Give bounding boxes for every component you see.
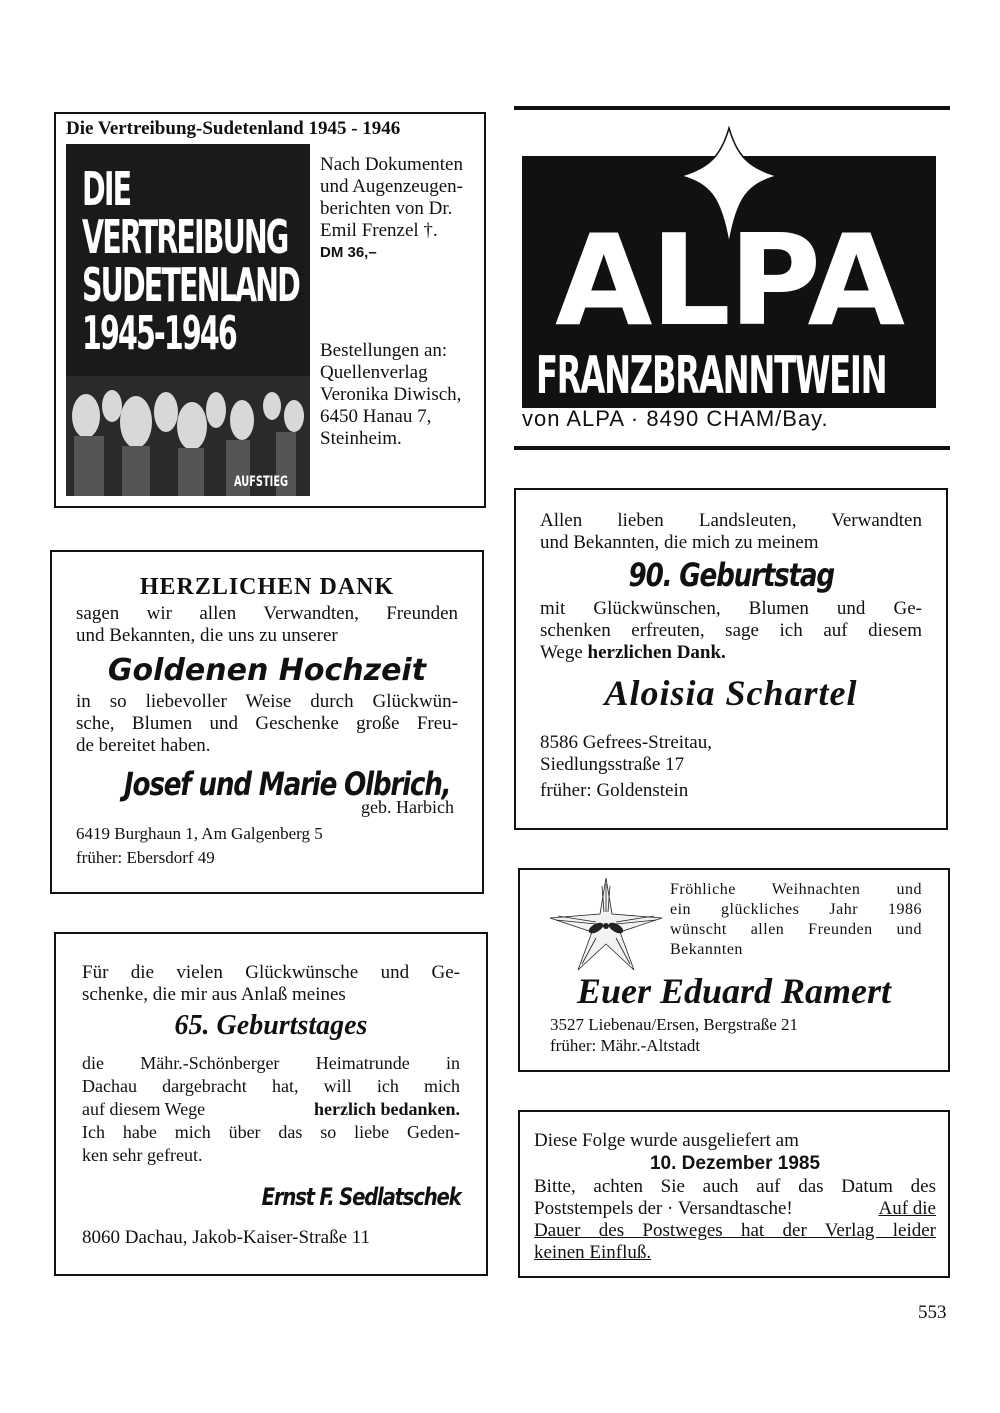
b65-intro-line: Für die vielen Glückwünsche und Ge-: [82, 962, 460, 983]
notice-body-plain: Poststempels der · Versandtasche!: [534, 1198, 793, 1219]
gold-maiden-name: geb. Harbich: [361, 797, 454, 817]
notice-body-underlined-last: keinen Einfluß.: [534, 1242, 652, 1263]
b90-address-line: 8586 Gefrees-Streitau,: [540, 732, 712, 753]
desc-line: berichten von Dr.: [320, 198, 453, 219]
gold-occasion: Goldenen Hochzeit: [107, 653, 427, 688]
desc-line: und Augenzeugen-: [320, 176, 463, 197]
alpa-top-rule: [514, 106, 950, 110]
gold-intro-line: und Bekannten, die uns zu unserer: [76, 625, 338, 646]
b65-body-line: die Mähr.-Schönberger Heimatrunde in: [82, 1053, 460, 1073]
order-line: Veronika Diwisch,: [320, 384, 462, 405]
golden-wedding-ad: [50, 550, 484, 894]
b65-address: 8060 Dachau, Jakob-Kaiser-Straße 11: [82, 1227, 371, 1248]
book-cover: [66, 144, 310, 496]
notice-date: 10. Dezember 1985: [649, 1153, 821, 1174]
order-line: 6450 Hanau 7,: [320, 406, 432, 427]
b65-body-line: Dachau dargebracht hat, will ich mich: [82, 1076, 460, 1096]
gold-body-line: sche, Blumen und Geschenke große Freu-: [76, 713, 458, 734]
gold-occasion-wrap: [76, 653, 458, 691]
xmas-address-block: [550, 1014, 798, 1056]
desc-line: Emil Frenzel †.: [320, 220, 438, 241]
xmas-name-wrap: [520, 970, 948, 1012]
b90-body-bold: herzlichen Dank.: [587, 642, 726, 663]
alpa-logo-panel: [522, 156, 936, 408]
b65-tail-line: Ich habe mich über das so liebe Geden-: [82, 1122, 460, 1142]
xmas-greeting: [670, 880, 922, 960]
alpa-address: von ALPA · 8490 CHAM/Bay.: [522, 406, 829, 431]
christmas-star-icon: [546, 876, 666, 972]
gold-intro-line: sagen wir allen Verwandten, Freunden: [76, 603, 458, 624]
b90-body-line: schenken erfreuten, sage ich auf diesem: [540, 620, 922, 641]
b90-intro-line: Allen lieben Landsleuten, Verwandten: [540, 510, 922, 531]
birthday-65-ad: [54, 932, 488, 1276]
book-description: [320, 154, 480, 242]
notice-body-line2: [534, 1198, 936, 1220]
xmas-former-address: früher: Mähr.-Altstadt: [550, 1036, 701, 1055]
b65-name: Ernst F. Sedlatschek: [261, 1183, 460, 1211]
b90-body-line: mit Glückwünschen, Blumen und Ge-: [540, 598, 922, 619]
b65-tail-line: ken sehr gefreut.: [82, 1145, 203, 1165]
gold-former-address: früher: Ebersdorf 49: [76, 848, 215, 867]
b90-occasion-wrap: [540, 556, 922, 598]
b90-address-line: Siedlungsstraße 17: [540, 754, 685, 775]
b65-signature-wrap: [82, 1183, 460, 1227]
notice-body-underlined-line: Dauer des Postweges hat der Verlag leider: [534, 1220, 936, 1241]
alpa-ad: [514, 106, 950, 450]
notice-body-underlined: Auf die: [878, 1198, 936, 1219]
notice-line1: Diese Folge wurde ausgeliefert am: [534, 1130, 799, 1151]
thanks-heading: HERZLICHEN DANK: [139, 574, 395, 600]
b65-body-bold-line: [82, 1098, 460, 1121]
cover-line-2: VERTREIBUNG: [82, 210, 288, 264]
b90-intro-line: und Bekannten, die mich zu meinem: [540, 532, 819, 553]
gold-body-line: in so liebevoller Weise durch Glückwün-: [76, 691, 458, 712]
b65-body-bold: herzlich bedanken.: [313, 1099, 460, 1119]
xmas-address: 3527 Liebenau/Ersen, Bergstraße 21: [550, 1015, 799, 1034]
b90-body-last: [540, 642, 922, 664]
christmas-ad: [518, 868, 950, 1072]
order-line: Quellenverlag: [320, 362, 428, 383]
book-order-address: [320, 340, 484, 450]
b90-former-address: früher: Goldenstein: [540, 780, 689, 801]
alpa-product-name: FRANZBRANNTWEIN: [536, 346, 887, 406]
alpa-bottom-rule: [514, 446, 950, 450]
order-line: Bestellungen an:: [320, 340, 448, 361]
notice-body-line: Bitte, achten Sie auch auf das Datum des: [534, 1176, 936, 1197]
b65-occasion-wrap: [82, 1010, 460, 1052]
xmas-greeting-line: ein glückliches Jahr 1986: [670, 901, 922, 918]
page-number: 553: [918, 1302, 947, 1323]
order-line: Steinheim.: [320, 428, 402, 449]
b65-intro-line: schenke, die mir aus Anlaß meines: [82, 984, 346, 1005]
b90-name: Aloisia Schartel: [604, 673, 858, 713]
b90-body-plain: Wege: [540, 642, 583, 663]
xmas-greeting-line: wünscht allen Freunden und: [670, 921, 922, 938]
xmas-greeting-line: Bekannten: [670, 941, 743, 958]
book-ad-title: Die Vertreibung-Sudetenland 1945 - 1946: [66, 118, 401, 139]
xmas-greeting-line: Fröhliche Weihnachten und: [670, 881, 922, 898]
b90-occasion: 90. Geburtstag: [628, 556, 834, 594]
gold-body-line: de bereitet haben.: [76, 735, 211, 756]
birthday-90-ad: [514, 488, 948, 830]
gold-address: 6419 Burghaun 1, Am Galgenberg 5: [76, 824, 323, 843]
gold-names: Josef und Marie Olbrich,: [124, 765, 451, 803]
delivery-notice: [518, 1110, 950, 1278]
cover-line-4: 1945-1946: [82, 306, 236, 360]
book-ad: [54, 112, 486, 508]
desc-line: Nach Dokumenten: [320, 154, 463, 175]
b65-occasion: 65. Geburtstages: [174, 1010, 368, 1041]
b65-body-plain: auf diesem Wege: [82, 1099, 206, 1119]
alpa-logo-text: ALPA: [554, 207, 904, 354]
gold-signature: [76, 765, 458, 823]
xmas-name: Euer Eduard Ramert: [576, 971, 892, 1011]
cover-line-3: SUDETENLAND: [82, 258, 299, 312]
cover-line-1: DIE: [82, 162, 131, 216]
book-price: DM 36,–: [320, 244, 377, 261]
b90-name-wrap: [540, 672, 922, 728]
cover-publisher: AUFSTIEG: [234, 474, 289, 490]
